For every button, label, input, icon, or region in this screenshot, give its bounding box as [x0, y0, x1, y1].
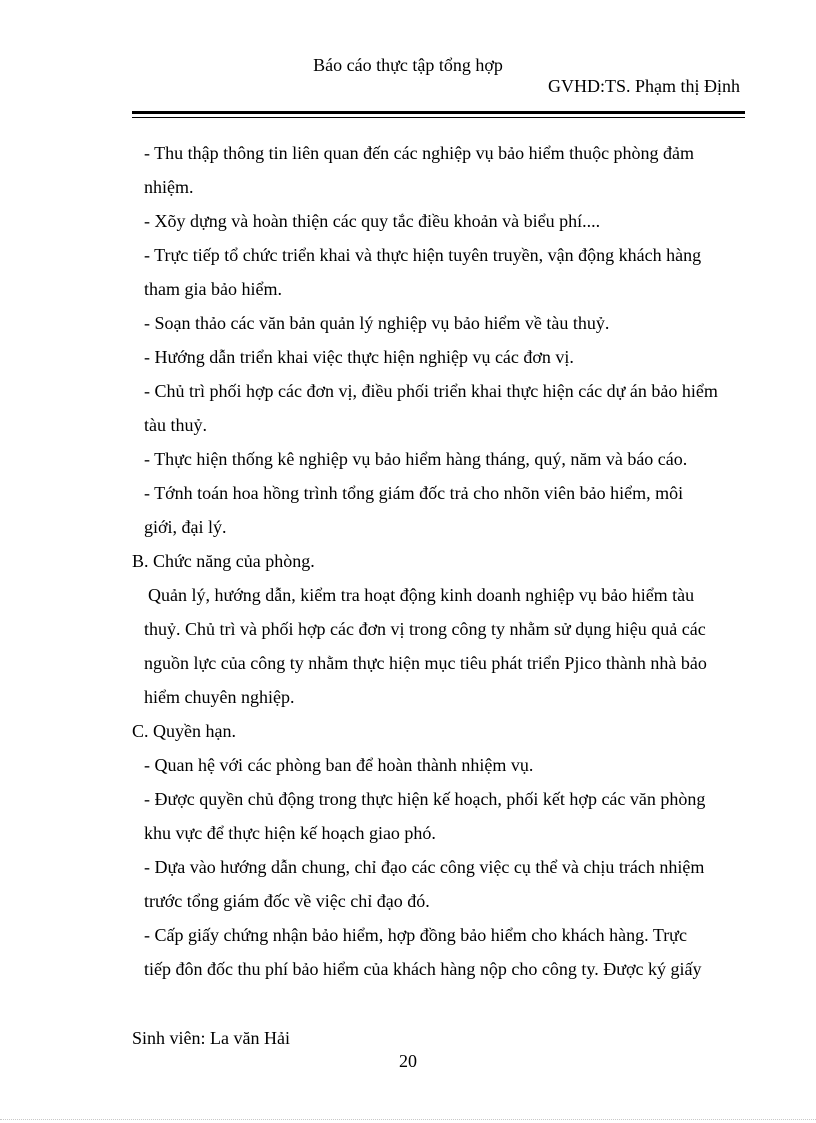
- body-line: - Quan hệ với các phòng ban để hoàn thành nhiệm vụ.: [144, 755, 534, 775]
- body-line: hiểm chuyên nghiệp.: [144, 687, 295, 707]
- body-line: B. Chức năng của phòng.: [132, 551, 315, 571]
- body-line: - Cấp giấy chứng nhận bảo hiểm, hợp đồng bảo hiểm cho khách hàng. Trực: [144, 925, 687, 945]
- body-line: - Thực hiện thống kê nghiệp vụ bảo hiểm hàng tháng, quý, năm và báo cáo.: [144, 449, 688, 469]
- body-line: thuỷ. Chủ trì và phối hợp các đơn vị trong công ty nhằm sử dụng hiệu quả các: [144, 619, 706, 639]
- body-line: - Tớnh toán hoa hồng trình tổng giám đốc trả cho nhõn viên bảo hiểm, môi: [144, 483, 684, 503]
- page-edge-divider: [0, 1119, 816, 1120]
- body-line: - Được quyền chủ động trong thực hiện kế hoạch, phối kết hợp các văn phòng: [144, 789, 706, 809]
- header-rule-thin: [132, 117, 745, 118]
- header-rule-thick: [132, 111, 745, 114]
- body-line: - Thu thập thông tin liên quan đến các nghiệp vụ bảo hiểm thuộc phòng đảm: [144, 143, 695, 163]
- header-supervisor: GVHD:TS. Phạm thị Định: [547, 76, 740, 96]
- body-line: tiếp đôn đốc thu phí bảo hiểm của khách hàng nộp cho công ty. Được ký giấy: [144, 959, 702, 979]
- body-line: tham gia bảo hiểm.: [144, 279, 282, 299]
- body-line: - Xõy dựng và hoàn thiện các quy tắc điều khoản và biểu phí....: [144, 211, 601, 231]
- body-line: Quản lý, hướng dẫn, kiểm tra hoạt động kinh doanh nghiệp vụ bảo hiểm tàu: [148, 585, 695, 605]
- body-line: nguồn lực của công ty nhằm thực hiện mục tiêu phát triển Pjico thành nhà bảo: [144, 653, 707, 673]
- body-line: - Dựa vào hướng dẫn chung, chỉ đạo các công việc cụ thể và chịu trách nhiệm: [144, 857, 705, 877]
- body-line: - Soạn thảo các văn bản quản lý nghiệp vụ bảo hiểm về tàu thuỷ.: [144, 313, 610, 333]
- body-line: khu vực để thực hiện kế hoạch giao phó.: [144, 823, 436, 843]
- body-line: tàu thuỷ.: [144, 415, 207, 435]
- header-title: Báo cáo thực tập tổng hợp: [313, 55, 503, 75]
- body-line: - Trực tiếp tổ chức triển khai và thực hiện tuyên truyền, vận động khách hàng: [144, 245, 702, 265]
- page-number: 20: [399, 1051, 417, 1071]
- body-line: trước tổng giám đốc về việc chỉ đạo đó.: [144, 891, 430, 911]
- footer-author: Sinh viên: La văn Hải: [132, 1028, 290, 1048]
- body-line: C. Quyền hạn.: [132, 721, 236, 741]
- body-line: - Chủ trì phối hợp các đơn vị, điều phối triển khai thực hiện các dự án bảo hiểm: [144, 381, 718, 401]
- body-line: - Hướng dẫn triển khai việc thực hiện nghiệp vụ các đơn vị.: [144, 347, 574, 367]
- body-line: giới, đại lý.: [144, 517, 227, 537]
- body-line: nhiệm.: [144, 177, 194, 197]
